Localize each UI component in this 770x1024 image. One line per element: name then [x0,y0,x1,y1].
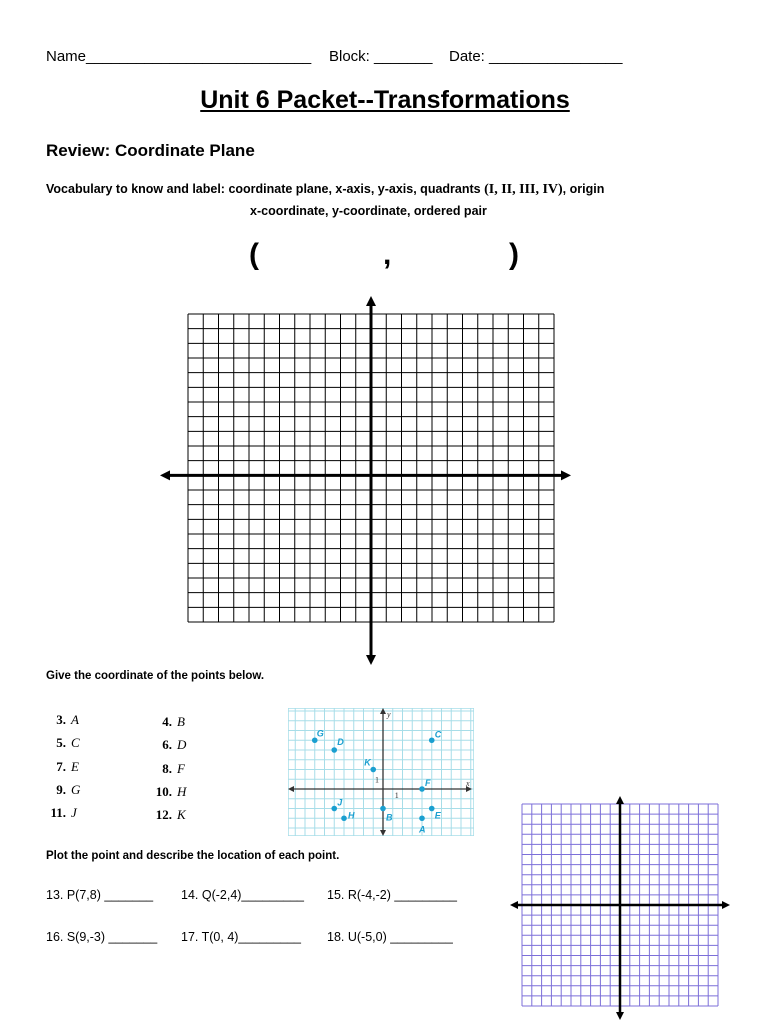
give-coordinates-heading: Give the coordinate of the points below. [46,670,265,682]
question-letter: D [177,737,187,753]
question-number: 9. [56,781,66,797]
point-e [429,806,435,812]
point-label-c: C [434,729,442,740]
point-j [331,806,337,812]
vocab-prefix: Vocabulary to know and label: coordinate plane, x-axis, y-axis, quadrants [46,182,485,196]
question-number: 6. [162,737,172,753]
graph-x-label: x [466,779,470,788]
points-graph [288,708,474,836]
question-e [40,759,79,775]
question-letter: J [71,805,77,821]
question-h [146,784,186,800]
small-x-arrow-left [510,901,518,909]
plot-points-heading: Plot the point and describe the location of each point. [46,850,340,862]
question-b [146,714,185,730]
coordinate-plane-large[interactable] [150,290,580,670]
question-number: 8. [162,760,172,776]
question-number: 3. [56,712,66,727]
question-letter: B [177,714,185,729]
small-x-arrow-right [722,901,730,909]
y-axis-arrow-down [366,655,376,665]
y-axis-arrow-up [366,296,376,306]
coordinate-plane-small[interactable] [508,796,732,1020]
point-d [331,747,337,753]
vocab-quadrants: (I, II, III, IV) [484,182,563,197]
graph-y-tick-1: 1 [375,775,379,785]
question-letter: H [177,783,187,799]
point-label-g: G [316,728,324,739]
point-a [419,815,425,821]
vocab-suffix: , origin [562,182,605,196]
question-k [146,807,186,823]
question-number: 4. [162,714,172,729]
point-label-d: D [337,737,344,747]
question-number: 12. [155,807,172,823]
question-number: 11. [50,805,66,821]
point-label-e: E [434,810,441,821]
plot-item-16[interactable]: 16. S(9,-3) _______ [46,930,158,944]
point-label-a: A [419,824,426,835]
question-letter: F [177,760,185,776]
question-letter: G [71,781,81,797]
point-c [429,737,435,743]
ordered-pair-close: ) [509,238,519,271]
question-c [40,735,80,751]
plot-item-13[interactable]: 13. P(7,8) _______ [46,888,154,902]
question-a [40,712,79,728]
small-y-arrow-up [616,796,624,804]
question-g [40,782,80,798]
question-letter: A [71,712,79,727]
point-g [312,737,318,743]
vocab-line-1 [46,182,604,198]
point-label-h: H [348,810,355,821]
date-field[interactable]: Date: ________________ [449,48,623,65]
vocab-line-2: x-coordinate, y-coordinate, ordered pair [250,204,487,218]
point-f [419,786,425,792]
point-label-j: J [337,797,343,808]
ordered-pair-open: ( [249,238,259,271]
plot-item-15[interactable]: 15. R(-4,-2) _________ [327,888,457,902]
point-label-k: K [364,757,371,768]
point-b [380,806,386,812]
point-k [370,767,376,773]
x-axis-arrow-right [561,470,571,480]
graph-x-tick-1: 1 [394,791,399,800]
plot-item-14[interactable]: 14. Q(-2,4)_________ [181,888,305,902]
point-label-b: B [386,812,393,823]
question-letter: C [71,735,80,751]
question-letter: K [177,807,186,823]
question-j [40,805,77,821]
point-label-f: F [425,778,431,788]
question-letter: E [71,758,79,774]
graph-frame [288,708,474,836]
ordered-pair-comma: , [383,238,392,271]
question-d [146,737,186,753]
graph-y-label: y [387,710,391,719]
plot-item-17[interactable]: 17. T(0, 4)_________ [181,930,302,944]
plot-item-18[interactable]: 18. U(-5,0) _________ [327,930,453,944]
question-f [146,761,185,777]
name-field[interactable]: Name___________________________ [46,48,312,65]
x-axis-arrow-left [160,470,170,480]
question-number: 5. [56,735,66,751]
question-number: 7. [56,758,66,774]
page-title: Unit 6 Packet--Transformations [200,86,570,114]
review-heading: Review: Coordinate Plane [46,141,255,160]
question-number: 10. [155,783,172,799]
point-h [341,815,347,821]
block-field[interactable]: Block: _______ [329,48,433,65]
small-y-arrow-down [616,1012,624,1020]
